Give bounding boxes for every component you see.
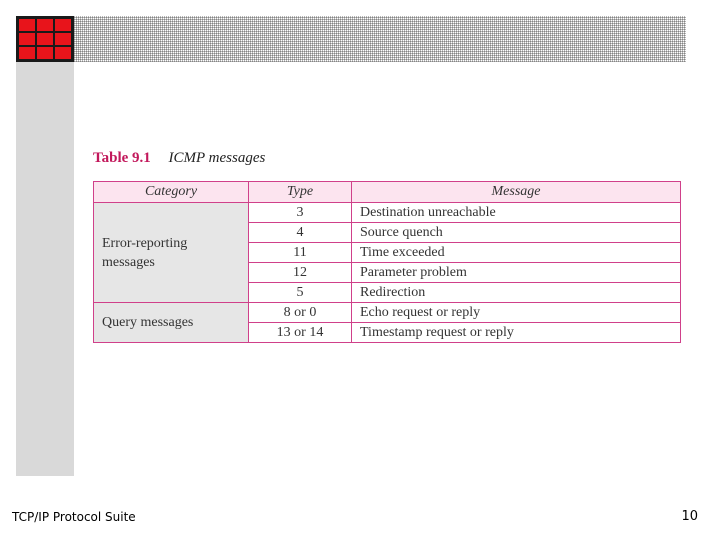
- page-number: 10: [681, 509, 698, 524]
- type-cell: 5: [249, 283, 352, 303]
- footer-title: TCP/IP Protocol Suite: [12, 510, 136, 524]
- message-cell: Source quench: [352, 223, 681, 243]
- header-type: Type: [249, 182, 352, 203]
- type-cell: 4: [249, 223, 352, 243]
- icmp-messages-table: [93, 181, 681, 343]
- type-cell: 12: [249, 263, 352, 283]
- type-cell: 11: [249, 243, 352, 263]
- left-sidebar-bar: [16, 62, 74, 476]
- type-cell: 8 or 0: [249, 303, 352, 323]
- type-cell: 13 or 14: [249, 323, 352, 343]
- message-cell: Destination unreachable: [352, 203, 681, 223]
- category-error-reporting: Error-reporting messages: [94, 203, 249, 303]
- category-query: Query messages: [94, 303, 249, 343]
- header-message: Message: [352, 182, 681, 203]
- message-cell: Parameter problem: [352, 263, 681, 283]
- header-pattern-band: [74, 16, 686, 62]
- table-number: Table 9.1: [93, 150, 151, 166]
- message-cell: Timestamp request or reply: [352, 323, 681, 343]
- table-caption: [93, 150, 265, 167]
- type-cell: 3: [249, 203, 352, 223]
- slide-logo: [16, 16, 74, 62]
- message-cell: Echo request or reply: [352, 303, 681, 323]
- table-row: [94, 303, 681, 323]
- header-category: Category: [94, 182, 249, 203]
- table-row: [94, 203, 681, 223]
- message-cell: Time exceeded: [352, 243, 681, 263]
- table-header-row: [94, 182, 681, 203]
- message-cell: Redirection: [352, 283, 681, 303]
- table-title: ICMP messages: [168, 150, 266, 166]
